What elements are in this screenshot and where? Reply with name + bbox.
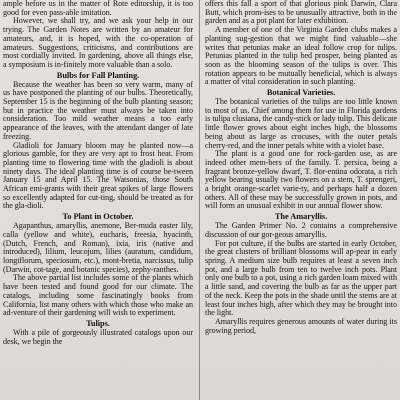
paragraph: The plant is a good one for rock-garden use, as are indeed other mem-bers of the family. T. persica, being a fragrant bronze-yellow dwarf, T. flor-entina odorata, a rich yellow bearing usually two flowers on a stem, T. sprengeri, a bright orange-scarlet varie-ty, and perhaps half a dozen others. All of these may be successfully grown in pots, and will form an unusual exhibit in our annual flower show. (205, 149, 397, 211)
left-column (3, 0, 193, 400)
paragraph: The botanical varieties of the tulips are too little known to most of us. Chief among them for use in Florida gardens is tulipa clusiana, the candy-stick or lady tulip. This delicate little flower grows about eight inches high, the blossoms being about as large as crocuses, with the outer petals cherry-red, and the inner petals white with a violet base. (205, 97, 397, 150)
column-divider (199, 0, 200, 400)
paragraph: Because the weather has been so very warm, many of us have postponed the planting of our bulbs. Theoretically, September 15 is the beginning of the bulb planting season; but in practice the weather must always be taken into consideration. Too mild weather means a too early appearance of the leaves, with the attendant danger of late freezing. (3, 79, 193, 141)
section-heading: Tulips. (86, 318, 110, 328)
paragraph: A member of one of the Virginia Garden clubs makes a planting sug-gestion that we might find valuable—she writes that petunias make an ideal follow crop for tulips. Petunias planted in the tulip bed prosper, being planted as soon as the blooming season of the tulips is over. This rotation appears to be mutually beneficial, which is always a matter of vital consideration in such planting. (205, 25, 397, 87)
paragraph: offers this fall a sport of that glorious pink Darwin, Clara Butt, which prom-ises to be unusually attractive, both in the garden and as a pot plant for later exhibition. (205, 0, 397, 26)
section-heading: Bulbs for Fall Planting. (56, 70, 140, 80)
section-heading: To Plant in October. (62, 212, 134, 222)
paragraph: ample before us in the matter of Rote editorship, it is too good for even pass-able imitation. (3, 0, 193, 17)
paragraph: Gladioli for January bloom may be planted now—a glorious gamble, for they are very apt to frost heat. From planting time to flowering time with the gladioli is about ninety days. The ideal planting time is of course be-tween January 15 and April 15. The Watsonias, those South African emi-grants with their great spikes of large flowers so excellently adapted for cut-ting, should be treated as for the gla-dioli. (3, 140, 193, 211)
paragraph: The above partial list includes some of the plants which have been tested and found good for our climate. The catalogs, including some fascinatingly books from California, list many others with which those who make an ad-venture of their gardening will wish to experiment. (3, 273, 193, 318)
paragraph: Amaryllis requires generous amounts of water during its growing period, (205, 316, 397, 335)
paragraph: For pot culture, if the bulbs are started in early October, the great clusters of brilliant blossoms will ap-pear in early spring. A medium size bulb requires at least a seven inch pot, and a large bulb from ten to twelve inch pots. Plant only one bulb to a pot, using a rich garden loam mixed with a little sand, and covering the bulb as far as the upper part of the neck. Keep the pots in the shade until the stems are at least four inches high, after which they may be brought into the light. (205, 238, 397, 318)
right-column (205, 0, 397, 400)
paragraph: Agapanthus, amaryllis, anemone, Ber-muda easter lily, calla (yellow and white), eucharis, freesia, hyacinth, (Dutch, French, and Roman), ixia, iris (native and introduced), lilium, leucojum, lilies (auratum, candidum, longiflorum, speciosum, etc.), mont-bretia, narcissus, tulip (Darwin, cot-tage, and botanic species), zephy-ranthes. (3, 221, 193, 274)
paragraph: The Garden Primer No. 2 contains a comprehensive discussion of our gor-geous amaryllis. (205, 221, 397, 239)
section-heading: The Amaryllis. (274, 212, 328, 222)
section-heading: Botanical Varieties. (266, 88, 336, 98)
paragraph: With a pile of gorgeously illustrated catalogs upon our desk, we begin the (3, 327, 193, 346)
paragraph: However, we shall try, and we ask your help in our trying. The Garden Notes are written by an amateur for amateurs, and, it is hoped, with the co-operation of amateurs. Suggestions, criticisms, and contributions are most cordially invited. In gardening, above all things else, a symposium is in-finitely more valuable than a solo. (3, 16, 193, 69)
